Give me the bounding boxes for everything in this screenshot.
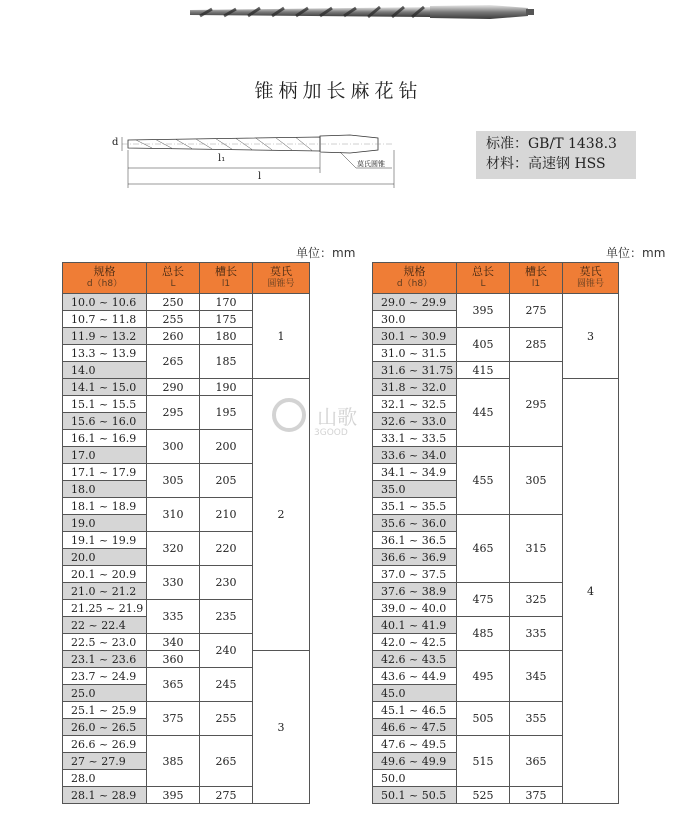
spec-cell: 21.25 ~ 21.9 <box>63 600 147 617</box>
flute-length-header: 槽长 l1 <box>510 263 563 294</box>
spec-cell: 31.8 ~ 32.0 <box>373 379 457 396</box>
spec-cell: 32.6 ~ 33.0 <box>373 413 457 430</box>
table-header-row <box>373 263 619 294</box>
spec-cell: 14.1 ~ 15.0 <box>63 379 147 396</box>
spec-cell: 23.7 ~ 24.9 <box>63 668 147 685</box>
flute-length-cell: 275 <box>200 787 253 804</box>
total-length-cell: 465 <box>457 515 510 583</box>
flute-length-cell: 275 <box>510 294 563 328</box>
overall-length-label: l <box>258 171 262 182</box>
watermark <box>272 398 357 438</box>
spec-cell: 32.1 ~ 32.5 <box>373 396 457 413</box>
spec-cell: 22.5 ~ 23.0 <box>63 634 147 651</box>
spec-cell: 26.6 ~ 26.9 <box>63 736 147 753</box>
spec-cell: 36.1 ~ 36.5 <box>373 532 457 549</box>
spec-cell: 21.0 ~ 21.2 <box>63 583 147 600</box>
spec-cell: 14.0 <box>63 362 147 379</box>
total-length-cell: 340 <box>147 634 200 651</box>
spec-cell: 30.0 <box>373 311 457 328</box>
flute-length-cell: 200 <box>200 430 253 464</box>
spec-cell: 46.6 ~ 47.5 <box>373 719 457 736</box>
spec-cell: 23.1 ~ 23.6 <box>63 651 147 668</box>
spec-cell: 15.1 ~ 15.5 <box>63 396 147 413</box>
total-length-cell: 485 <box>457 617 510 651</box>
spec-cell: 35.0 <box>373 481 457 498</box>
spec-cell: 16.1 ~ 16.9 <box>63 430 147 447</box>
total-length-cell: 290 <box>147 379 200 396</box>
total-length-cell: 445 <box>457 379 510 447</box>
total-length-cell: 395 <box>457 294 510 328</box>
spec-cell: 43.6 ~ 44.9 <box>373 668 457 685</box>
spec-cell: 47.6 ~ 49.5 <box>373 736 457 753</box>
spec-header: 规格 d（h8） <box>373 263 457 294</box>
flute-length-cell: 235 <box>200 600 253 634</box>
watermark-text: 山歌 <box>317 404 358 429</box>
morse-taper-cell: 3 <box>563 294 619 379</box>
total-length-cell: 405 <box>457 328 510 362</box>
morse-taper-cell: 4 <box>563 379 619 804</box>
spec-cell: 31.6 ~ 31.75 <box>373 362 457 379</box>
total-length-cell: 375 <box>147 702 200 736</box>
spec-cell: 35.1 ~ 35.5 <box>373 498 457 515</box>
flute-length-cell: 170 <box>200 294 253 311</box>
total-length-header: 总长 L <box>457 263 510 294</box>
morse-taper-header: 莫氏 圆锥号 <box>253 263 310 294</box>
total-length-cell: 455 <box>457 447 510 515</box>
total-length-cell: 260 <box>147 328 200 345</box>
total-length-cell: 295 <box>147 396 200 430</box>
table-header-row <box>63 263 310 294</box>
total-length-cell: 330 <box>147 566 200 600</box>
total-length-header: 总长 L <box>147 263 200 294</box>
total-length-cell: 525 <box>457 787 510 804</box>
drill-photo <box>190 2 535 24</box>
spec-cell: 50.0 <box>373 770 457 787</box>
total-length-cell: 495 <box>457 651 510 702</box>
spec-cell: 10.0 ~ 10.6 <box>63 294 147 311</box>
flute-length-cell: 315 <box>510 515 563 583</box>
spec-cell: 37.0 ~ 37.5 <box>373 566 457 583</box>
morse-taper-header: 莫氏 圆锥号 <box>563 263 619 294</box>
flute-length-cell: 245 <box>200 668 253 702</box>
total-length-cell: 360 <box>147 651 200 668</box>
spec-cell: 17.0 <box>63 447 147 464</box>
flute-length-label: l₁ <box>218 153 226 164</box>
spec-cell: 11.9 ~ 13.2 <box>63 328 147 345</box>
standard-text: 标准：GB/T 1438.3 <box>486 136 617 152</box>
total-length-cell: 250 <box>147 294 200 311</box>
morse-taper-cell: 3 <box>253 651 310 804</box>
spec-cell: 26.0 ~ 26.5 <box>63 719 147 736</box>
total-length-cell: 335 <box>147 600 200 634</box>
unit-label-left: 单位：mm <box>296 246 356 260</box>
total-length-cell: 365 <box>147 668 200 702</box>
table-row <box>63 651 310 668</box>
morse-taper-cell: 2 <box>253 379 310 651</box>
flute-length-cell: 180 <box>200 328 253 345</box>
flute-length-cell: 295 <box>510 362 563 447</box>
right-table-body <box>373 294 619 804</box>
left-spec-table <box>62 262 310 804</box>
flute-length-cell: 345 <box>510 651 563 702</box>
flute-length-cell: 365 <box>510 736 563 787</box>
flute-length-cell: 190 <box>200 379 253 396</box>
table-row <box>63 294 310 311</box>
table-row <box>63 379 310 396</box>
spec-cell: 20.1 ~ 20.9 <box>63 566 147 583</box>
total-length-cell: 385 <box>147 736 200 787</box>
material-text: 材料：高速钢 HSS <box>486 156 606 172</box>
spec-cell: 25.1 ~ 25.9 <box>63 702 147 719</box>
spec-cell: 13.3 ~ 13.9 <box>63 345 147 362</box>
flute-length-cell: 175 <box>200 311 253 328</box>
spec-cell: 33.6 ~ 34.0 <box>373 447 457 464</box>
spec-cell: 18.0 <box>63 481 147 498</box>
spec-cell: 40.1 ~ 41.9 <box>373 617 457 634</box>
spec-cell: 45.0 <box>373 685 457 702</box>
spec-cell: 50.1 ~ 50.5 <box>373 787 457 804</box>
spec-cell: 19.1 ~ 19.9 <box>63 532 147 549</box>
spec-cell: 27 ~ 27.9 <box>63 753 147 770</box>
spec-cell: 20.0 <box>63 549 147 566</box>
spec-cell: 36.6 ~ 36.9 <box>373 549 457 566</box>
spec-cell: 29.0 ~ 29.9 <box>373 294 457 311</box>
unit-label-right: 单位：mm <box>606 246 666 260</box>
morse-taper-label: 莫氏圆锥 <box>357 160 385 168</box>
spec-cell: 28.0 <box>63 770 147 787</box>
diameter-label: d <box>112 137 119 148</box>
table-row <box>373 379 619 396</box>
morse-taper-cell: 1 <box>253 294 310 379</box>
left-table-body <box>63 294 310 804</box>
spec-cell: 33.1 ~ 33.5 <box>373 430 457 447</box>
spec-cell: 37.6 ~ 38.9 <box>373 583 457 600</box>
flute-length-cell: 375 <box>510 787 563 804</box>
flute-length-cell: 305 <box>510 447 563 515</box>
flute-length-cell: 240 <box>200 634 253 668</box>
spec-cell: 28.1 ~ 28.9 <box>63 787 147 804</box>
flute-length-cell: 335 <box>510 617 563 651</box>
flute-length-cell: 325 <box>510 583 563 617</box>
flute-length-cell: 185 <box>200 345 253 379</box>
flute-length-cell: 195 <box>200 396 253 430</box>
flute-length-header: 槽长 l1 <box>200 263 253 294</box>
flute-length-cell: 210 <box>200 498 253 532</box>
spec-cell: 25.0 <box>63 685 147 702</box>
spec-cell: 17.1 ~ 17.9 <box>63 464 147 481</box>
spec-header: 规格 d（h8） <box>63 263 147 294</box>
spec-cell: 42.6 ~ 43.5 <box>373 651 457 668</box>
watermark-logo-icon <box>272 398 306 432</box>
page-title: 锥柄加长麻花钻 <box>254 80 423 102</box>
flute-length-cell: 285 <box>510 328 563 362</box>
spec-cell: 30.1 ~ 30.9 <box>373 328 457 345</box>
spec-cell: 31.0 ~ 31.5 <box>373 345 457 362</box>
total-length-cell: 305 <box>147 464 200 498</box>
total-length-cell: 310 <box>147 498 200 532</box>
flute-length-cell: 205 <box>200 464 253 498</box>
spec-cell: 39.0 ~ 40.0 <box>373 600 457 617</box>
flute-length-cell: 220 <box>200 532 253 566</box>
total-length-cell: 415 <box>457 362 510 379</box>
flute-length-cell: 255 <box>200 702 253 736</box>
right-spec-table <box>372 262 619 804</box>
total-length-cell: 300 <box>147 430 200 464</box>
spec-cell: 15.6 ~ 16.0 <box>63 413 147 430</box>
watermark-subtext: 3GOOD <box>314 428 348 438</box>
total-length-cell: 265 <box>147 345 200 379</box>
flute-length-cell: 230 <box>200 566 253 600</box>
standard-info-box <box>476 131 636 179</box>
spec-cell: 22 ~ 22.4 <box>63 617 147 634</box>
total-length-cell: 395 <box>147 787 200 804</box>
spec-cell: 10.7 ~ 11.8 <box>63 311 147 328</box>
total-length-cell: 505 <box>457 702 510 736</box>
spec-cell: 35.6 ~ 36.0 <box>373 515 457 532</box>
flute-length-cell: 265 <box>200 736 253 787</box>
table-row <box>373 294 619 311</box>
spec-cell: 18.1 ~ 18.9 <box>63 498 147 515</box>
spec-cell: 49.6 ~ 49.9 <box>373 753 457 770</box>
spec-cell: 42.0 ~ 42.5 <box>373 634 457 651</box>
total-length-cell: 475 <box>457 583 510 617</box>
total-length-cell: 320 <box>147 532 200 566</box>
spec-cell: 19.0 <box>63 515 147 532</box>
total-length-cell: 515 <box>457 736 510 787</box>
total-length-cell: 255 <box>147 311 200 328</box>
spec-cell: 45.1 ~ 46.5 <box>373 702 457 719</box>
spec-cell: 34.1 ~ 34.9 <box>373 464 457 481</box>
flute-length-cell: 355 <box>510 702 563 736</box>
